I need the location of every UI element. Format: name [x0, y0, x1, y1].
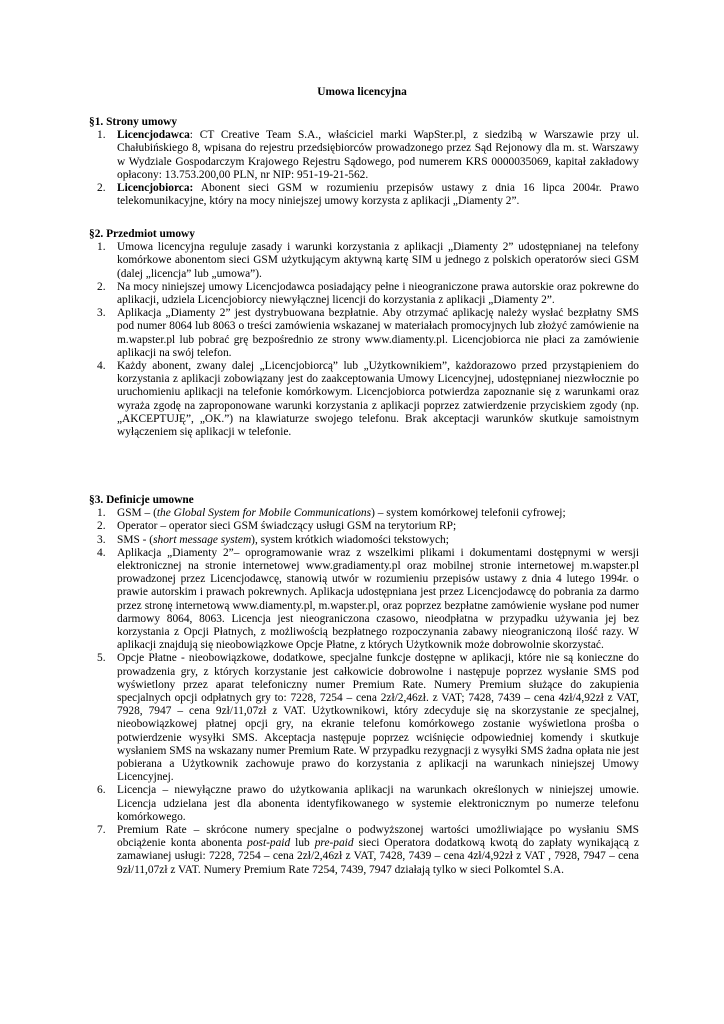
section-1 — [89, 116, 639, 208]
list-item: 1. Umowa licencyjna reguluje zasady i warunki korzystania z aplikacji „Diamenty 2” udostępnianej na telefony komórkowe abonentom sieci GSM użytkującym aktywną kartę SIM u jednego z polskich operatorów sieci GSM (dalej „licencja” lub „umowa”). — [97, 241, 639, 280]
list-item: 2. Operator – operator sieci GSM świadczący usługi GSM na terytorium RP; — [97, 520, 457, 533]
section-2-heading: §2. Przedmiot umowy — [89, 228, 195, 240]
list-item: 1. GSM – (the Global System for Mobile Communications) – system komórkowej telefonii cyfrowej; — [97, 507, 566, 520]
list-item: 5. Opcje Płatne - nieobowiązkowe, dodatkowe, specjalne funkcje dostępne w aplikacji, które nie są konieczne do prowadzenia gry, z których korzystanie jest całkowicie dobrowolne i następuje poprzez wysłanie SMS pod wyświetlony przez aparat telefoniczny numer Premium Rate. Numery Premium służące do zakupienia specjalnych opcji odpłatnych gry to: 7228, 7254 – cena 2zł/2,46zł. z VAT; 7428, 7439 – cena 4zł/4,92zł z VAT, 7928, 7947 – cena 9zł/11,07zł z VAT. Użytkownikowi, który zdecyduje się na skorzystanie ze specjalnej, nieobowiązkowej płatnej opcji gry, na ekranie telefonu komórkowego zostanie wyświetlona prośba o potwierdzenie wysyłki SMS. Akceptacja następuje poprzez wciśnięcie odpowiedniej komendy i skutkuje wysłaniem SMS na wskazany numer Premium Rate. W przypadku rezygnacji z wysyłki SMS żadna opłata nie jest pobierana a Użytkownik zachowuje prawo do korzystania z aplikacji na warunkach niniejszej Umowy Licencyjnej. — [97, 652, 639, 784]
section-2-list — [89, 241, 639, 439]
section-3 — [89, 494, 639, 877]
section-2 — [89, 228, 639, 439]
party-label: Licencjodawca — [117, 129, 190, 142]
document-title: Umowa licencyjna — [317, 86, 407, 98]
list-item: 4. Każdy abonent, zwany dalej „Licencjobiorcą” lub „Użytkownikiem”, każdorazowo przed przystąpieniem do korzystania z aplikacji zobowiązany jest do zaakceptowania Umowy Licencyjnej, udostępnianej niezwłocznie po uruchomieniu aplikacji na telefonie komórkowym. Licencjobiorca potwierdza zapoznanie się z warunkami oraz wyraża zgodę na zaproponowane warunki korzystania z aplikacji poprzez zatwierdzenie przyciskiem zgody (np. „AKCEPTUJĘ”, „OK.”) na klawiaturze swojego telefonu. Brak akceptacji warunków skutkuje samoistnym wyłączeniem się aplikacji w telefonie. — [97, 360, 639, 439]
list-item: 3. SMS - (short message system), system krótkich wiadomości tekstowych; — [97, 533, 449, 546]
list-item: 2. Licencjobiorca: Abonent sieci GSM w rozumieniu przepisów ustawy z dnia 16 lipca 2004r. Prawo telekomunikacyjne, który na mocy niniejszej umowy korzysta z aplikacji „Diamenty 2”. — [97, 182, 639, 208]
list-item: 4. Aplikacja „Diamenty 2”– oprogramowanie wraz z wszelkimi plikami i dokumentami dostępnymi w wersji elektronicznej na stronie internetowej www.gradiamenty.pl oraz mobilnej stronie internetowej m.wapster.pl prowadzonej przez Licencjodawcę, stanowią utwór w rozumieniu przepisów ustawy z dnia 4 lutego 1994r. o prawie autorskim i prawach pokrewnych. Aplikacja udostępniana jest przez Licencjodawcę do pobrania za darmo przez stronę internetową www.diamenty.pl, m.wapster.pl, oraz poprzez bezpłatne zamówienie wysłane pod numer darmowy 8064, 8063. Licencja jest nieograniczona czasowo, nieodpłatna w przypadku używania jej bez korzystania z Opcji Płatnych, z możliwością bezpłatnego rozpoczynania zabawy nieograniczoną ilość razy. W aplikacji znajdują się nieobowiązkowe Opcje Płatne, z których Użytkownik może dobrowolnie skorzystać. — [97, 546, 639, 652]
section-3-list — [89, 507, 639, 877]
party-label: Licencjobiorca: — [117, 182, 194, 195]
list-item: 1. Licencjodawca: CT Creative Team S.A., właściciel marki WapSter.pl, z siedzibą w Warszawie przy ul. Chałubińskiego 8, wpisana do rejestru przedsiębiorców prowadzonego przez Sąd Rejonowy dla m. st. Warszawy w Wydziale Gospodarczym Krajowego Rejestru Sądowego, pod numerem KRS 0000035069, kapitał zakładowy opłacony: 13.753.200,00 PLN, nr NIP: 951-19-21-562. — [97, 129, 639, 181]
section-1-list — [89, 129, 639, 208]
list-item: 3. Aplikacja „Diamenty 2” jest dystrybuowana bezpłatnie. Aby otrzymać aplikację należy wysłać bezpłatny SMS pod numer 8064 lub 8063 o treści zamówienia wskazanej w materiałach promocyjnych lub złożyć zamówienie na m.wapster.pl lub pobrać grę bezpośrednio ze strony www.diamenty.pl. Licencjobiorca nie płaci za zamówienie aplikacji na swój telefon. — [97, 307, 639, 359]
section-1-heading: §1. Strony umowy — [89, 116, 178, 128]
list-item: 2. Na mocy niniejszej umowy Licencjodawca posiadający pełne i nieograniczone prawa autorskie oraz pokrewne do aplikacji, udziela Licencjobiorcy niewyłącznej licencji do korzystania z aplikacji „Diamenty 2”. — [97, 280, 639, 307]
section-3-heading: §3. Definicje umowne — [89, 494, 194, 506]
list-item: 7. Premium Rate – skrócone numery specjalne o podwyższonej wartości umożliwiające po wysłaniu SMS obciążenie konta abonenta post-paid lub pre-paid sieci Operatora dodatkową kwotą do zapłaty wynikającą z zamawianej usługi: 7228, 7254 – cena 2zł/2,46zł z VAT, 7428, 7439 – cena 4zł/4,92zł z VAT , 7928, 7947 – cena 9zł/11,07zł z VAT. Numery Premium Rate 7254, 7439, 7947 działają tylko w sieci Polkomtel S.A. — [97, 824, 639, 876]
list-item: 6. Licencja – niewyłączne prawo do użytkowania aplikacji na warunkach określonych w niniejszej umowie. Licencja udzielana jest dla abonenta identyfikowanego w systemie elektronicznym po numerze telefonu komórkowego. — [97, 784, 639, 823]
